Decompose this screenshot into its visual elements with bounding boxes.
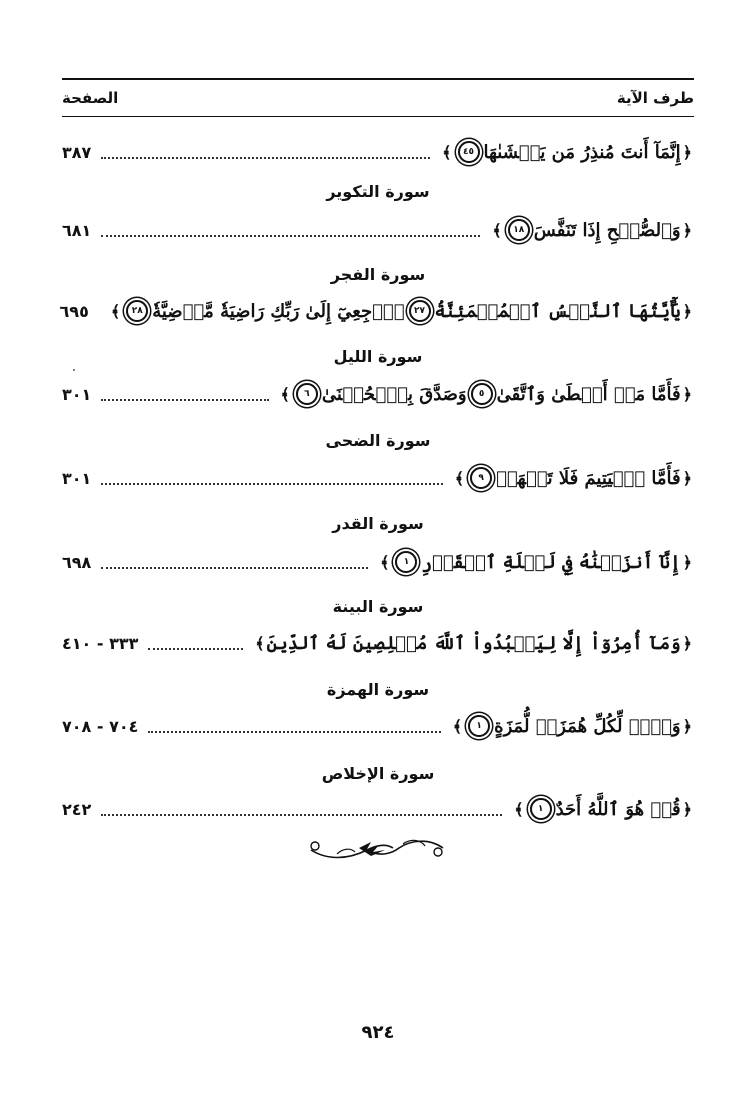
dot-leader: [101, 483, 442, 485]
ayah-number-marker: ٦: [296, 383, 318, 405]
ayah-number-marker: ٢٨: [126, 300, 148, 322]
dot-leader: [148, 731, 440, 733]
verse-excerpt: ﴿ وَمَآ أُمِرُوٓاْ إِلَّا لِيَعۡبُدُواْ ٱللَّهَ مُخۡلِصِينَ لَهُ ٱلدِّينَ ﴾: [255, 632, 692, 654]
ayah-number-marker: ١: [530, 798, 552, 820]
verse-excerpt: ﴿ وَٱلصُّبۡحِ إِذَا تَنَفَّسَ ١٨ ﴾: [492, 219, 692, 241]
index-page: [59, 0, 694, 1118]
ayah-number-marker: ٤٥: [458, 141, 480, 163]
surah-heading: سورة القدر: [332, 514, 424, 533]
index-row: [59, 296, 694, 326]
page-reference: ٣٣٣ - ٤١٠: [62, 633, 139, 653]
index-row: [62, 379, 694, 409]
surah-heading: سورة البينة: [332, 597, 424, 616]
verse-excerpt: ﴿ وَيۡلٞ لِّكُلِّ هُمَزَةٖ لُّمَزَةٍ ١ ﴾: [452, 715, 692, 737]
verse-excerpt: ﴿ إِنَّمَآ أَنتَ مُنذِرُ مَن يَخۡشَىٰهَا ٤٥ ﴾: [442, 141, 692, 163]
verse-excerpt: ﴿ إِنَّآ أَنزَلۡنَٰهُ فِي لَيۡلَةِ ٱلۡقَدۡرِ ١ ﴾: [380, 551, 692, 573]
margin-speck: [73, 369, 75, 371]
surah-heading: سورة الفجر: [330, 265, 426, 284]
ayah-number-marker: ٩: [470, 467, 492, 489]
page-reference: ٣٠١: [62, 384, 92, 404]
page-column-heading: الصفحة: [62, 89, 119, 107]
verse-excerpt: ﴿ قُلۡ هُوَ ٱللَّهُ أَحَدٌ ١ ﴾: [514, 798, 692, 820]
dot-leader: [101, 814, 502, 816]
surah-heading: سورة الإخلاص: [321, 764, 435, 783]
dot-leader: [148, 648, 243, 650]
page-reference: ٣٠١: [62, 468, 92, 488]
index-row: [62, 547, 694, 577]
ayah-number-marker: ١: [468, 715, 490, 737]
surah-heading: سورة الضحى: [325, 431, 431, 450]
ayah-number-marker: ٥: [471, 383, 493, 405]
page-reference: ٧٠٤ - ٧٠٨: [62, 716, 139, 736]
verse-excerpt: ﴿ يَٰٓأَيَّتُهَا ٱلنَّفۡسُ ٱلۡمُطۡمَئِنَّةُ ٢٧ ٱرۡجِعِيٓ إِلَىٰ رَبِّكِ رَاضِيَةٗ مَّرۡضِيَّةٗ ٢٨ ﴾: [110, 300, 692, 322]
index-row: [62, 137, 694, 167]
index-row: [62, 463, 694, 493]
verse-excerpt: ﴿ فَأَمَّا مَنۡ أَعۡطَىٰ وَٱتَّقَىٰ ٥ وَصَدَّقَ بِٱلۡحُسۡنَىٰ ٦ ﴾: [280, 383, 692, 405]
surah-heading: سورة الهمزة: [326, 680, 430, 699]
page-number: ٩٢٤: [361, 1022, 395, 1043]
dot-leader: [101, 235, 480, 237]
page-reference: ٦٩٨: [62, 552, 92, 572]
surah-heading: سورة التكوير: [326, 182, 430, 201]
ayah-number-marker: ١٨: [508, 219, 530, 241]
index-row: [62, 794, 694, 824]
dot-leader: [101, 157, 430, 159]
page-reference: ٦٨١: [62, 220, 92, 240]
surah-heading: سورة الليل: [333, 347, 423, 366]
page-reference: ٣٨٧: [62, 142, 92, 162]
table-header: [62, 78, 694, 117]
index-row: [62, 711, 694, 741]
page-reference: ٦٩٥: [59, 301, 89, 321]
ayah-number-marker: ٢٧: [409, 300, 431, 322]
page-reference: ٢٤٢: [62, 799, 92, 819]
index-row: [62, 628, 694, 658]
dot-leader: [101, 567, 368, 569]
verse-column-heading: طرف الآية: [616, 89, 694, 107]
floral-divider-icon: [307, 834, 447, 864]
verse-excerpt: ﴿ فَأَمَّا ٱلۡيَتِيمَ فَلَا تَقۡهَرۡ ٩ ﴾: [454, 467, 692, 489]
index-row: [62, 215, 694, 245]
dot-leader: [101, 399, 268, 401]
ayah-number-marker: ١: [395, 551, 417, 573]
